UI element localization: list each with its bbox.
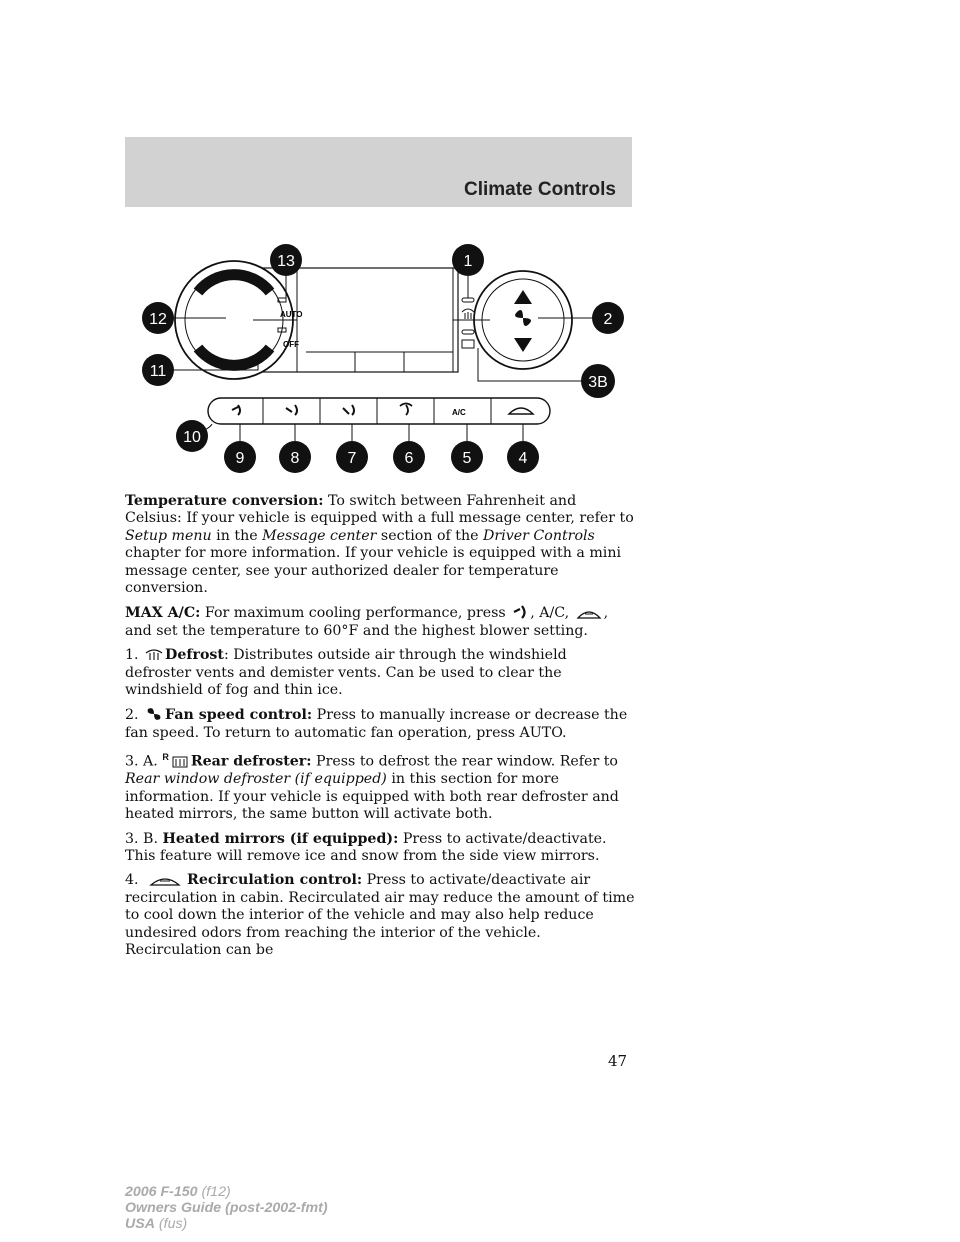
fan-icon bbox=[145, 706, 163, 722]
callout-13: 13 bbox=[277, 253, 295, 270]
item-defrost: 1. Defrost: Distributes outside air through the windshield defroster vents and demister vents. Can be used to clear the windshield of fog and thin ice. bbox=[125, 647, 567, 699]
footer: 2006 F-150 (f12) Owners Guide (post-2002-fmt) USA (fus) bbox=[125, 1184, 328, 1232]
svg-text:A/C: A/C bbox=[452, 408, 466, 417]
item-fan-speed: 2. Fan speed control: Press to manually increase or decrease the fan speed. To return to automatic fan operation, press AUTO. bbox=[125, 707, 628, 741]
item-heated-mirrors: 3. B. Heated mirrors (if equipped): Press to activate/deactivate. This feature will remove ice and snow from the side view mirrors. bbox=[125, 830, 607, 865]
svg-text:OFF: OFF bbox=[283, 340, 299, 349]
climate-control-diagram bbox=[140, 240, 630, 480]
paragraph-max-ac: MAX A/C: For maximum cooling performance, press , A/C, , and set the temperature to 60°F and the highest blower setting. bbox=[125, 605, 609, 639]
body-text bbox=[125, 493, 637, 966]
panel-floor-mode-icon bbox=[512, 604, 528, 620]
callout-9: 9 bbox=[235, 450, 245, 467]
defrost-icon bbox=[145, 648, 163, 662]
callout-10: 10 bbox=[183, 429, 201, 446]
chapter-header bbox=[125, 137, 632, 207]
recirculation-icon bbox=[576, 606, 602, 620]
callout-3b: 3B bbox=[588, 374, 608, 391]
paragraph-temperature-conversion: Temperature conversion: To switch between Fahrenheit and Celsius: If your vehicle is equipped with a full message center, refer to Setup menu in the Message center section of the Driver Controls chapter for more information. If your vehicle is equipped with a mini message center, see your authorized dealer for temperature conversion. bbox=[125, 493, 634, 597]
rear-defroster-icon bbox=[171, 755, 189, 769]
callout-4: 4 bbox=[518, 450, 528, 467]
item-rear-defroster: 3. A. $^R$ Rear defroster: Press to defrost the rear window. Refer to Rear window defroster (if equipped) in this section for more information. If your vehicle is equipped with both rear defroster and heated mirrors, the same button will activate both. bbox=[125, 752, 619, 823]
item-recirculation: 4. Recirculation control: Press to activate/deactivate air recirculation in cabin. Recirculated air may reduce the amount of time to cool down the interior of the vehicle and may also help reduce undesired odors from reaching the interior of the vehicle. Recirculation can be bbox=[125, 872, 635, 959]
chapter-title: Climate Controls bbox=[463, 179, 616, 200]
callout-8: 8 bbox=[290, 450, 300, 467]
callout-2: 2 bbox=[603, 311, 613, 328]
callout-12: 12 bbox=[149, 311, 167, 328]
callout-5: 5 bbox=[462, 450, 472, 467]
page-number: 47 bbox=[608, 1052, 628, 1070]
callout-7: 7 bbox=[347, 450, 357, 467]
callout-11: 11 bbox=[149, 363, 167, 380]
callout-1: 1 bbox=[463, 253, 473, 270]
recirculation-icon bbox=[145, 873, 185, 887]
svg-text:AUTO: AUTO bbox=[280, 310, 303, 319]
callout-6: 6 bbox=[404, 450, 414, 467]
